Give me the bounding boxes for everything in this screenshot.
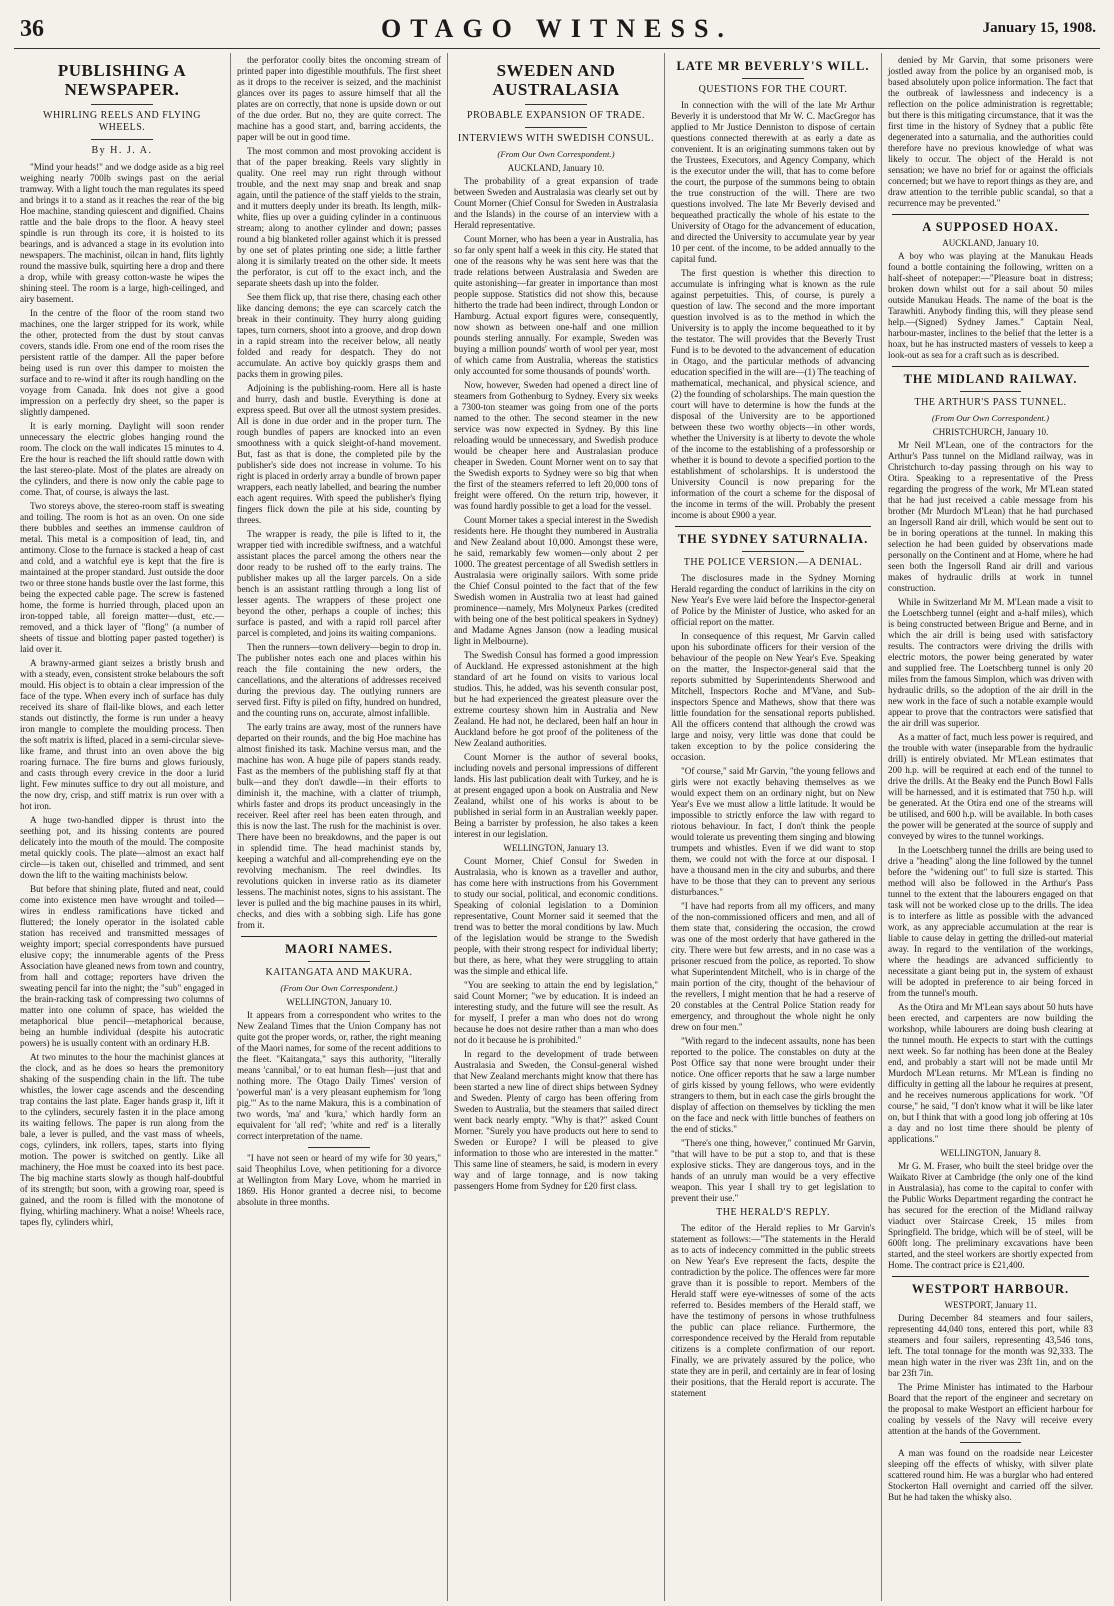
paragraph: A man was found on the roadside near Leicester sleeping off the effects of whisky, with silver plate scattered round him. He was a burglar who had entered Stockerton Hall overnight and carried off the silver. But he had taken the whisky also. (888, 1448, 1093, 1502)
article-subtitle: QUESTIONS FOR THE COURT. (698, 84, 848, 95)
section-divider (241, 936, 437, 937)
paragraph: It appears from a correspondent who writes to the New Zealand Times that the Union Company has not quite got the proper words, or, rather, the right meaning of the Maori names, for some of the recent additions to the fleet. "Kaitangata," says this authority, "literally means 'cannibal,' or to eat human flesh—just that and nothing more. The Otago Daily Times' version of 'powerful man' is a very pleasant euphemism for 'long pig.'" As to the name Makura, this is a combination of two words, 'ma' and 'kura,' which hardly form an equivalent for 'all red'; 'white and red' is a literally correct interpretation of the name. (237, 1010, 441, 1141)
article-title-publishing: PUBLISHING A NEWSPAPER. (57, 61, 187, 99)
paragraph: In connection with the will of the late Mr Arthur Beverly it is understood that Mr W. C. MacGregor has applied to Mr Justice Denniston to dispose of certain questions connected therewith at as early a date as convenient. It is an originating summons taken out by the Trustees, Executors, and Agency Company, which is the executor under the will, that has to come before the court, the purpose of the summons being to obtain the true construction of the will. There are two questions involved. The late Mr Beverly devised and bequeathed practically the whole of his estate to the University of Otago for the advancement of education, and directed the University to accumulate year by year 10 per cent. of the income, to be added annually to the capital fund. (671, 100, 875, 264)
article-title-sweden: SWEDEN AND AUSTRALASIA (492, 61, 620, 99)
column-2 (231, 53, 448, 1601)
paragraph: Two storeys above, the stereo-room staff is sweating and toiling. The room is hot as an oven. On one side there bubbles and seethes an immense cauldron of metal. This metal is a composition of lead, tin, and antimony. Close to the furnace is stacked a heap of cast and cold, and a watchful eye is kept that the fire is maintained at the proper standard. Just outside the door two or three stone hands bustle over the last forme, this being the expected cable page. The screw is fastened home, the forme is hurried through, placed upon an iron-topped table, all foreign matter—dust, etc.—removed, and a thick layer of "flong" (a number of sheets of tissue and blotting paper pasted together) is laid over it. (20, 501, 224, 654)
paragraph: Count Morner is the author of several books, including novels and personal impressions of different lands. His last publication dealt with Turkey, and he is at present engaged upon a book on Australia and New Zealand, whilst one of his works is about to be published in serial form in an Australian weekly paper. Being a barrister by profession, he also takes a keen interest in our legislation. (454, 752, 658, 839)
divider (960, 1442, 1022, 1443)
article-subtitle: THE POLICE VERSION.—A DENIAL. (683, 557, 863, 568)
divider (960, 391, 1022, 392)
dateline: WESTPORT, January 11. (944, 1300, 1037, 1310)
paragraph: Then the runners—town delivery—begin to drop in. The publisher notes each one and places within his reach the file containing the new orders, the cancellations, and the alterations of addresses received during the previous day. The outlying runners are served first. Fifty is piled on fifty, hundred on hundred, and the counting runs on, accurate, almost infallible. (237, 642, 441, 718)
paragraph: The early trains are away, most of the runners have departed on their rounds, and the big Hoe machine has almost finished its task. Machine versus man, and the machine has won. A huge pile of papers stands ready. Fast as the members of the publishing staff fly at that bulk—and they don't dawdle—in their efforts to diminish it, the machine, with a clatter of triumph, whirls faster and drops its product unceasingly in the receiver. Reel after reel has been eaten through, and this is now the last. The rush for the machinist is over. There have been no breakdowns, and the paper is out in splendid time. The head machinist stands by, keeping a watchful and all-comprehending eye on the revolving mechanism. The reel dwindles. Its revolutions quicken in inverse ratio as its diameter lessens. The machinist notes, signs to his assistant. The lever is pulled and the big machine pauses in its whirl, checks, and dies with a sobbing sigh. Life has gone from it. (237, 722, 441, 930)
article-title-midland-railway: THE MIDLAND RAILWAY. (903, 372, 1078, 386)
paragraph: "I have not seen or heard of my wife for 30 years," said Theophilus Love, when petitioning for a divorce at Wellington from Mary Love, whom he married in 1869. His Honor granted a decree nisi, to become absolute in three months. (237, 1153, 441, 1207)
article-subtitle: THE HERALD'S REPLY. (716, 1207, 830, 1218)
divider (742, 551, 803, 552)
paragraph: While in Switzerland Mr M. M'Lean made a visit to the Loetschberg tunnel (eight and a-half miles), which is being constructed between Brigue and Berne, and in which the air drill is being used with satisfactory results. The contractors were driving the drills with electric motors, the power being generated by water and supplied free. The Loetschberg tunnel is only 20 miles from the famous Simplon, which was driven with hydraulic drills, so the adoption of the air drill in the new work in the face of such a notable example would appear to prove that the contractors were satisfied that the air drill was superior. (888, 597, 1093, 728)
paragraph: denied by Mr Garvin, that some prisoners were jostled away from the police by an organised mob, is based absolutely upon police information. The fact that the outbreak of lawlessness and indecency is a reflection on the police administration is regrettable; but there is this mitigating circumstance, that it was the first time in the history of Sydney that a public fête degenerated into a saturnalia, and the authorities could therefore have no previous knowledge of what was likely to occur. The object of the Herald is not sensation; we have no brief for or against the officials concerned; but we have to report things as they are, and draw attention to the terrible public scandal, so that a recurrence may be prevented." (888, 55, 1093, 208)
paragraph: In regard to the development of trade between Australasia and Sweden, the Consul-general wished that New Zealand merchants might know that there has been started a new line of direct ships between Sydney and Sweden. Plenty of cargo has been offering from Sweden to Australia, but the steamers that sailed direct went back nearly empty. "Why is that?" asked Count Morner. "Surely you have products out here to send to Sweden or Europe? I will be pleased to give information to those who are interested in the matter." This same line of steamers, he said, is modern in every way and of large tonnage, and is now taking passengers Home from Sydney for £20 first class. (454, 1049, 658, 1191)
article-subtitle: WHIRLING REELS AND FLYING WHEELS. (43, 110, 201, 133)
divider (525, 104, 586, 105)
article-title-supposed-hoax: A SUPPOSED HOAX. (922, 220, 1059, 234)
dateline: WELLINGTON, January 13. (503, 843, 609, 853)
paragraph: As the Otira and Mr M'Lean says about 50 huts have been erected, and carpenters are now building the workshop, while labourers are doing bush clearing at the tunnel mouth. He expects to start with the cuttings next week. So far nothing has been done at the Bealey end, and probably a start will not be made until Mr Murdoch M'Lean returns. Mr M'Lean is finding no difficulty in getting all the labour he requires at present, and he receives numerous applications for work. "Of course," he said, "I don't know what it will be like later on, but I think that with a good long job offering at 10s a day and no lost time there should be plenty of applications." (888, 1002, 1093, 1144)
divider (742, 78, 803, 79)
paragraph: The first question is whether this direction to accumulate is infringing what is known as the rule against perpetuities. This, of course, is purely a question of law. The second and the more important question involved is as to the method in which the University is to apply the income bequeathed to it by the testator. The will provides that the Beverly Trust Fund is to be devoted to the advancement of education in Otago, and the particular methods of advancing education specified in the will are—(1) The teaching of mathematical, mechanical, and physical science, and (2) the founding of scholarships. The main question the court will have to determine is how the funds at the disposal of the University are to be apportioned between these two worthy objects—in other words, whether the University is at liberty to devote the whole of the income to the establishing of a professorship or whether it is bound to devote a specified portion to the establishment of scholarships. It is understood the University Council is now preparing for the information of the court a scheme for the disposal of the income in terms of the will. Probably the present income is about £900 a year. (671, 268, 875, 520)
page-number: 36 (20, 16, 44, 42)
paragraph: Count Morner, who has been a year in Australia, has so far only spent half a week in this city. He stated that one of the reasons why he was sent here was that the trade relations between Australasia and Sweden are quite astonishing—far greater in importance than most people suppose. Statistics did not show this, because hitherto the trade had been indirect, through London or Hamburg. Actual export figures were, consequently, now shown as between one-half and one million pounds sterling annually. For example, Sweden was buying a million pounds' worth of wool per year, most of which came from Australia, whereas the statistics only accounted for some thousands of pounds' worth. (454, 234, 658, 376)
paragraph: "I have had reports from all my officers, and many of the non-commissioned officers and men, and all of them state that, considering the occasion, the crowd was one of the most orderly that have gathered in the city. There were but few arrests, and in no case was a prisoner rescued from the police, as reported. To show what Superintendent Mitchell, who is in charge of the main portion of the city, thought of the behaviour of the revellers, I might mention that he had a reserve of 20 constables at the Central Police Station ready for emergency, and throughout the whole night he only drew on four men." (671, 901, 875, 1032)
divider (91, 104, 152, 105)
paragraph: Now, however, Sweden had opened a direct line of steamers from Gothenburg to Sydney. Every six weeks a 7300-ton steamer was going from one of the ports named to the other. The second steamer in the new service was now expected in Sydney. By this line reloading would be unnecessary, and Swedish produce would be cheaper here and Australasian produce cheaper in Sweden. Count Morner went on to say that the Swedish exports to Sydney were so big that when the first of the steamers referred to left 20,000 tons of freight were offered. On the return trip, however, it was found hardly possible to get a load for the vessel. (454, 380, 658, 511)
paragraph: At two minutes to the hour the machinist glances at the clock, and as he does so hears the premonitory shaking of the suspending chain in the lift. The tube whistles, the lower cage ascends and the descending trap contains the last plate. Eager hands grasp it, lift it to the cylinders, securely fasten it in the place among its waiting fellows. The paper is run along from the bale, a lever is pulled, and the vast mass of wheels, cogs, cylinders, ink rollers, tapes, starts into flying motion. The power is switched on gently. Like all machinery, the Hoe must be coaxed into its best pace. The big machine starts slowly as though half-doubtful of its strength; but soon, with a growing roar, speed is gained, and the room is filled with the monotone of flying, whirling machinery. What a noise! Wheels race, tapes fly, cylinders whirl, (20, 1052, 224, 1227)
byline: By H. J. A. (91, 145, 153, 156)
article-title-maori-names: MAORI NAMES. (285, 942, 393, 956)
article-subtitle: THE ARTHUR'S PASS TUNNEL. (914, 397, 1067, 408)
divider (308, 961, 369, 962)
article-title-westport-harbour: WESTPORT HARBOUR. (911, 1282, 1070, 1296)
paragraph: Count Morner takes a special interest in the Swedish residents here. He thought they numbered in Australia and New Zealand about 10,000. Amongst these were, he said, remarkably few women—only about 2 per 1000. The greatest percentage of all Swedish settlers in Australasia were originally sailors. With some pride the Chief Consul pointed to the fact that of the few Swedish women in Australia two at least had gained prominence—namely, Mrs Molyneux Parkes (credited with being one of the best political speakers in Sydney) and Madame Agnes Janson (now a leading musical light in Melbourne). (454, 515, 658, 646)
paragraph: The Swedish Consul has formed a good impression of Auckland. He expressed astonishment at the high standard of art he found on visits to various local studios. This, he added, was his seventh consular post, but he had experienced the greatest pleasure over the extreme courtesy shown him in Australia and New Zealand. He had not, he declared, been half an hour in Auckland before he got proof of the politeness of the New Zealand authorities. (454, 650, 658, 748)
paragraph: Mr Neil M'Lean, one of the contractors for the Arthur's Pass tunnel on the Midland railway, was in Christchurch to-day passing through on his way to Otira. Speaking to a representative of the Press regarding the progress of the work, Mr M'Lean stated that he had just received a cable message from his brother (Mr Murdoch M'Lean) that he had purchased an Ingersoll Rand air drill, which would be sent out to be in boring operations at the tunnel. In making this selection he had been guided by observations made personally on the Continent and at Home, where he had seen both the Ingersoll Rand air drill and various makes of hydraulic drills at work in tunnel construction. (888, 440, 1093, 593)
paragraph: The disclosures made in the Sydney Morning Herald regarding the conduct of larrikins in the city on New Year's Eve were laid before the Inspector-general of Police by the Minister of Justice, who asked for an official report on the matter. (671, 573, 875, 627)
paragraph: The Prime Minister has intimated to the Harbour Board that the report of the engineer and secretary on the proposal to make Westport an efficient harbour for coaling by vessels of the Navy will receive every attention at the hands of the Government. (888, 1382, 1093, 1436)
paragraph: The editor of the Herald replies to Mr Garvin's statement as follows:—"The statements in the Herald as to acts of indecency committed in the public streets on New Year's Eve represent the facts, despite the contradiction by the police. The offences were far more grave than it is possible to report. Members of the Herald staff were eye-witnesses of some of the acts referred to. Besides members of the Herald staff, we have the testimony of persons in whose truthfulness the public can place reliance. Furthermore, the correspondence received by the Herald from reputable citizens is a complete confirmation of our report. Finally, we are privately assured by the police, who state they are in peril, and certainly are in fear of losing their positions, that the Herald report is accurate. The statement (671, 1223, 875, 1398)
paragraph: Adjoining is the publishing-room. Here all is haste and hurry, dash and bustle. Everything is done at express speed. But over all the utmost system presides. All is done in due order and in the proper turn. The rough bundles of papers are knocked into an even smoothness with a quick sleight-of-hand movement. But, fast as that is done, the completed pile by the publisher's side does not increase in volume. To his right is placed in orderly array a bundle of brown paper wrappers, each neatly labelled, and bearing the number each agent requires. With speed the publisher's flying fingers flick down the pile at his side, counting by threes. (237, 383, 441, 525)
paragraph: "There's one thing, however," continued Mr Garvin, "that will have to be put a stop to, and that is these explosive sticks. They are dangerous toys, and in the hands of an unruly man would be a very effective weapon. This year I shall try to get legislation to prevent their use." (671, 1138, 875, 1203)
section-divider (675, 526, 871, 527)
paragraph: During December 84 steamers and four sailers, representing 44,040 tons, entered this port, while 83 steamers and four sailers, representing 43,546 tons, left. The total tonnage for the month was 92,333. The mean high water in the river was 23ft 1in, and on the bar 23ft 7in. (888, 1313, 1093, 1378)
dateline: AUCKLAND, January 10. (942, 238, 1039, 248)
column-4 (665, 53, 882, 1601)
paragraph: "With regard to the indecent assaults, none has been reported to the police. The constables on duty at the Post Office say that none were brought under their notice. One officer reports that he saw a large number of girls kissed by young fellows, who were evidently strangers to them, but in each case the girls brought the display of affection on themselves by tickling the men on the face and neck with little bunches of feathers on the end of sticks." (671, 1036, 875, 1134)
dateline: WELLINGTON, January 10. (286, 997, 392, 1007)
dateline: WELLINGTON, January 8. (940, 1148, 1041, 1158)
paragraph: In the centre of the floor of the room stand two machines, one the larger stripped for its work, while the other, protected from the dust by stout canvas covers, stands idle. From one end of the room rises the persistent rattle of the damper. All the paper before being used is run over this damper to moisten the surface and to re-wind it after its rough handling on the voyage from Canada. Ink does not give a good impression on a perfectly dry sheet, so the paper is slightly dampened. (20, 308, 224, 417)
paragraph: "Of course," said Mr Garvin, "the young fellows and girls were not exactly behaving themselves as we would expect them on an ordinary night, but on New Year's Eve we must allow a little latitude. It would be impossible to strictly enforce the law with regard to riotous behaviour. In fact, I don't think the people would tolerate us preventing them singing and blowing trumpets and whistles. Even if we did want to stop them, we could not with the force at our disposal. I have a thousand men in the city and suburbs, and there have to be those that they can to prevent any serious disturbances." (671, 766, 875, 897)
paragraph: It is early morning. Daylight will soon render unnecessary the electric globes hanging round the room. The clock on the wall indicates 15 minutes to 4. Ere the hour is reached the lift should rattle down with the last stereo-plate. Most of the plates are already on the cylinders, and there is now only the cable page to come. That, of course, is always the last. (20, 421, 224, 497)
paragraph: A brawny-armed giant seizes a bristly brush and with a steady, even, consistent stroke belabours the soft mould. His object is to obtain a clear impression of the face of the type. When every inch of surface has duly received its share of flail-like blows, and each letter stands out distinctly, the forme is run under a heavy iron mangle to complete the moulding process. Then the soft matrix is lifted, placed in a semi-circular sieve-like frame, and thrust into an oven above the big roaring furnace. The fire burns and glows furiously, and casts through every crevice in the door a lurid light. Few minutes suffice to dry out all moisture, and the now dry, crisp, and stiff matrix is run over with a hot iron. (20, 658, 224, 811)
columns (14, 53, 1100, 1601)
section-divider (892, 366, 1089, 367)
paragraph: The most common and most provoking accident is that of the paper breaking. Reels vary slightly in quality. One reel may run right through without trouble, and the next may snap and break and snap again, until the patience of the staff yields to the strain, and it mutters deeply under its breath. Its length, milk-white, flies up over a guiding cylinder in a continuous stream; along to another cylinder and down; passes round a big blanketed roller against which it is pressed by one set of plates printing one side; a little farther along it is similarly treated on the other side. It meets the perforator, is cut off to the exact inch, and the separate sheets dash up into the folder. (237, 146, 441, 288)
article-subtitle: INTERVIEWS WITH SWEDISH CONSUL. (457, 133, 655, 144)
dateline: AUCKLAND, January 10. (507, 163, 605, 173)
correspondent-line: (From Our Own Correspondent.) (497, 149, 615, 159)
divider (308, 1147, 369, 1148)
column-1 (14, 53, 231, 1601)
paragraph: But before that shining plate, fluted and neat, could come into existence men have wrought and toiled—wires in endless ramifications have ticked and fluttered; the lonely operator in the isolated cable station has received and transmitted messages of weighty import; special correspondents have pursued elusive copy; the innumerable agents of the Press Association have gleaned news from town and country, from hall and cottage; reporters have driven the sweating pencil far into the night; the "sub" engaged in the brain-racking task of compressing two columns of matter into one column of space, has wielded the metaphorical blue pencil—metaphorical because, being an humble individual (despite his autocratic powers) he is usually content with an ordinary H.B. (20, 884, 224, 1048)
article-subtitle: PROBABLE EXPANSION OF TRADE. (467, 110, 645, 121)
divider (525, 127, 586, 128)
correspondent-line: (From Our Own Correspondent.) (931, 413, 1050, 423)
column-5 (882, 53, 1099, 1601)
paper-name: OTAGO WITNESS. (381, 14, 733, 43)
paragraph: the perforator coolly bites the oncoming stream of printed paper into digestible mouthfuls. The first sheet as it drops to the receiver is seized, and the machinist glances over its pages to assure himself that all the plates are on correctly, that none is upside down or out of the due order. But no, they are quite correct. The machine has a good start, and, barring accidents, the paper will be out in good time. (237, 55, 441, 142)
paragraph: The probability of a great expansion of trade between Sweden and Australasia was clearly set out by Count Morner (Chief Consul for Sweden in Australasia and the Islands) in the course of an interview with a Herald representative. (454, 176, 658, 230)
paragraph: Count Morner, Chief Consul for Sweden in Australasia, who is known as a traveller and author, has come here with instructions from his Government to study our social, political, and economic conditions. Speaking of colonial legislation to a Dominion representative, Count Morner said it seemed that the trend was to better the moral conditions by law. Much of the legislation would be strange to the Swedish people, with their strong respect for individual liberty; but there, as here, what they were struggling to attain was the simple and ethical life. (454, 856, 658, 976)
paragraph: In the Loetschberg tunnel the drills are being used to drive a "heading" along the line followed by the tunnel before the "widening out" to full size is started. This method will also be followed in the Arthur's Pass tunnel to the extent that the labourers engaged on that task will not be worked close up to the drills. The idea is to interfere as little as possible with the advanced work, as any appreciable accumulation at the rear is liable to cause delay in getting the drilled-out material away. In regard to the ventilation of the workings, where the headings are advanced sufficiently to necessitate a giant being put in, the system of exhaust will be adopted in preference to air being forced in from the tunnel's mouth. (888, 845, 1093, 998)
paragraph: As a matter of fact, much less power is required, and the trouble with water (inseparable from the hydraulic drill) is entirely obviated. Mr M'Lean estimates that 200 h.p. will be required at each end of the tunnel to drive the drills. At the Beaky end the Punch Bowl Falls will be harnessed, and it is estimated that 750 h.p. will be generated. At the Otira end one of the streams will be utilised, and 600 h.p. will be available. In both cases the power will be generated at the source of supply and conveyed by wires to the tunnel workings. (888, 732, 1093, 841)
paragraph: The wrapper is ready, the pile is lifted to it, the wrapper tied with incredible swiftness, and a watchful assistant places the parcel among the others near the door ready to be rushed off to the early trains. The publisher makes up all the larger parcels. On a side bench is an assistant rattling through a long list of lesser agents. The wrappers of these project one beyond the other, perhaps a couple of inches; this surface is pasted, and with a rapid roll parcel after parcel is completed, and joins its waiting companions. (237, 529, 441, 638)
correspondent-line: (From Our Own Correspondent.) (280, 983, 398, 993)
column-3 (448, 53, 665, 1601)
paragraph: See them flick up, that rise there, chasing each other like dancing demons; the eye can scarcely catch the break in their continuity. They hurry along guiding tapes, turn corners, shoot into a groove, and drop down in a rapid stream into the receiver below, all neatly folded and ready for despatch. They do not accumulate. An active boy quickly grasps them and packs them in growing piles. (237, 292, 441, 379)
paragraph: "You are seeking to attain the end by legislation," said Count Morner; "we by education. It is indeed an interesting study, and the future will see the result. As for myself, I prefer a man who does not do wrong because he does not desire rather than a man who does not do it because he is prohibited." (454, 980, 658, 1045)
section-divider (892, 1276, 1089, 1277)
article-subtitle: KAITANGATA AND MAKURA. (265, 967, 413, 978)
dateline: CHRISTCHURCH, January 10. (932, 427, 1049, 437)
paragraph: In consequence of this request, Mr Garvin called upon his subordinate officers for their version of the behaviour of the people on New Year's Eve. Speaking on the matter, the Inspector-general said that the reports submitted by Superintendents Sherwood and Mitchell, Inspectors Roche and M'Vane, and Sub-inspectors Spence and Mathews, show that there was little foundation for the sensational reports published. All the officers contend that although the crowd was large and noisy, very little was done that could be taken exception to by the police considering the occasion. (671, 631, 875, 762)
masthead (14, 8, 1100, 49)
issue-date: January 15, 1908. (982, 20, 1096, 36)
article-title-sydney-saturnalia: THE SYDNEY SATURNALIA. (677, 532, 869, 546)
article-title-beverly-will: LATE MR BEVERLY'S WILL. (676, 59, 870, 73)
paragraph: "Mind your heads!" and we dodge aside as a big reel weighing nearly 700lb swings past on the aerial tramway. With a light touch the man regulates its speed and brings it to a stand as it reaches the rear of the big Hoe machine, standing quiescent and dignified. Chains rattle and the bale drops to the floor. A heavy steel spindle is run through its core, it is hoisted to its bearings, and is advanced a stage in its evolution into newspapers. The machinist, oilcan in hand, flits lightly round the massive bulk, squirting here a drop and there a drop, while with greasy cotton-waste he wipes the shining steel. The room is a large, high-ceilinged, and airy basement. (20, 162, 224, 304)
section-divider (892, 214, 1089, 215)
divider (91, 139, 152, 140)
paragraph: A huge two-handled dipper is thrust into the seething pot, and its hissing contents are poured delicately into the mouth of the mould. The composite metal quickly cools. The plate—almost an exact half circle—is taken out, chiselled and trimmed, and sent down the lift to the waiting machinists below. (20, 815, 224, 880)
paragraph: A boy who was playing at the Manukau Heads found a bottle containing the following, written on a half-sheet of notepaper:—"Pleasure boat in distress; broken down whilst out for a sail about 50 miles outside Manukau Heads. The name of the boat is the Tarawhiti. Anybody finding this, will they please send help.—(Signed) Sydney James." Captain Neal, harbour-master, inclines to the belief that the letter is a hoax, but he has instructed masters of vessels to keep a look-out as sea for a craft such as is described. (888, 251, 1093, 360)
paragraph: Mr G. M. Fraser, who built the steel bridge over the Waikato River at Cambridge (the only one of the kind in Australasia), has come to the capital to confer with the Public Works Department regarding the contract he has secured for the erection of the Midland railway viaduct over Staircase Creek, 15 miles from Springfield. The bridge, which will be of steel, will be 600ft long. The preliminary excavations have been started, and the steel workers are shortly expected from Home. The contract price is £21,400. (888, 1161, 1093, 1270)
